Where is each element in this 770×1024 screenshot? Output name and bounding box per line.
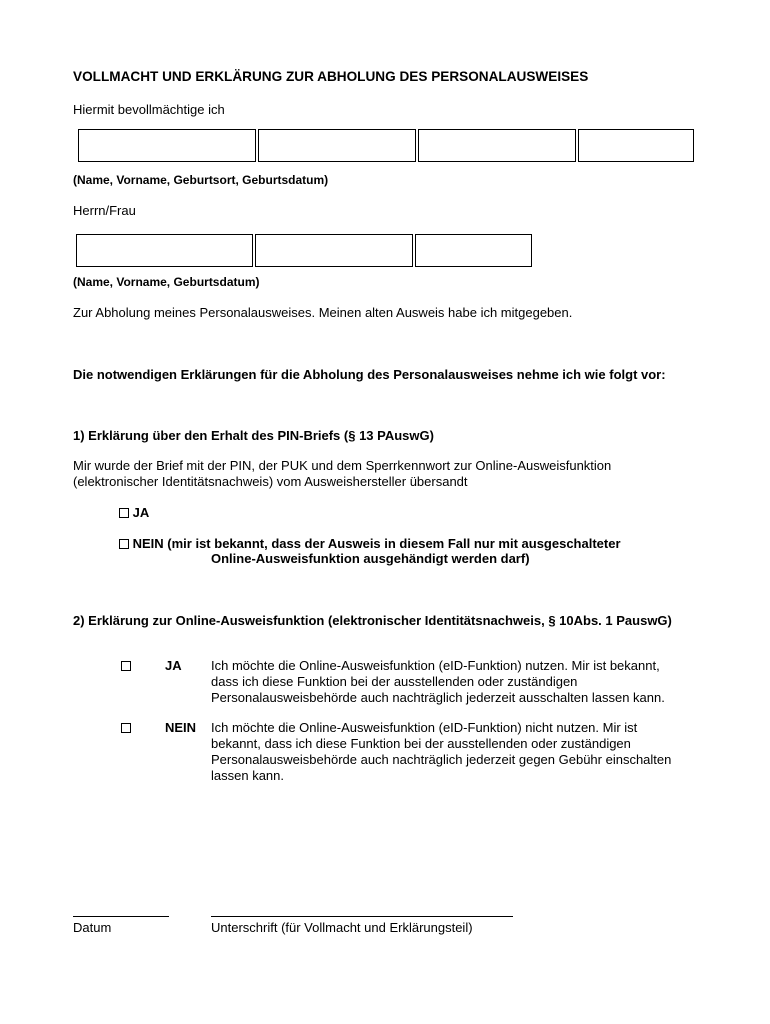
attorney-birthdate-field[interactable] xyxy=(415,234,532,267)
section1-no-option[interactable] xyxy=(119,536,621,552)
attorney-caption: (Name, Vorname, Geburtsdatum) xyxy=(73,275,260,289)
grantor-caption: (Name, Vorname, Geburtsort, Geburtsdatum) xyxy=(73,173,329,187)
section1-heading: 1) Erklärung über den Erhalt des PIN-Briefs (§ 13 PAuswG) xyxy=(73,428,434,443)
section2-yes-label: JA xyxy=(165,658,182,673)
date-line[interactable] xyxy=(73,916,169,917)
section2-no-checkbox[interactable] xyxy=(121,723,131,733)
date-label: Datum xyxy=(73,920,112,935)
section2-yes-text: Ich möchte die Online-Ausweisfunktion (eID-Funktion) nutzen. Mir ist bekannt, dass ich diese Funktion bei der ausstellenden oder zuständigen Personalausweisbehörde auch nachträglich jederzeit ausschalten lassen kann. xyxy=(211,658,665,705)
section1-yes-label: JA xyxy=(132,505,150,520)
intro-text: Hiermit bevollmächtige ich xyxy=(73,102,225,117)
form-title: VOLLMACHT UND ERKLÄRUNG ZUR ABHOLUNG DES PERSONALAUSWEISES xyxy=(73,69,589,84)
signature-line[interactable] xyxy=(211,916,513,917)
attorney-fields xyxy=(76,234,532,267)
attorney-name-field[interactable] xyxy=(76,234,253,267)
grantor-fields xyxy=(78,129,694,162)
section2-yes-checkbox[interactable] xyxy=(121,661,131,671)
section2-no-label: NEIN xyxy=(165,720,197,735)
attorney-label: Herrn/Frau xyxy=(73,203,136,218)
grantor-firstname-field[interactable] xyxy=(258,129,416,162)
section1-no-label-line1: NEIN (mir ist bekannt, dass der Ausweis in diesem Fall nur mit ausgeschalteter xyxy=(132,536,621,551)
section1-no-label-line2: Online-Ausweisfunktion ausgehändigt werden darf) xyxy=(211,551,530,566)
declarations-heading: Die notwendigen Erklärungen für die Abholung des Personalausweises nehme ich wie folgt vor: xyxy=(73,367,666,382)
signature-label: Unterschrift (für Vollmacht und Erklärungsteil) xyxy=(211,920,473,935)
section1-yes-option[interactable] xyxy=(119,505,149,521)
section1-no-checkbox[interactable] xyxy=(119,539,129,549)
section1-text: Mir wurde der Brief mit der PIN, der PUK und dem Sperrkennwort zur Online-Ausweisfunktion (elektronischer Identitätsnachweis) vom Ausweishersteller übersandt xyxy=(73,458,612,489)
grantor-birthdate-field[interactable] xyxy=(578,129,694,162)
grantor-birthplace-field[interactable] xyxy=(418,129,576,162)
attorney-firstname-field[interactable] xyxy=(255,234,413,267)
purpose-text: Zur Abholung meines Personalausweises. Meinen alten Ausweis habe ich mitgegeben. xyxy=(73,305,573,320)
section2-no-text: Ich möchte die Online-Ausweisfunktion (eID-Funktion) nicht nutzen. Mir ist bekannt, dass ich diese Funktion bei der ausstellenden oder zuständigen Personalausweisbehörde auch nachträglich jederzeit gegen Gebühr einschalten lassen kann. xyxy=(211,720,672,783)
section2-heading: 2) Erklärung zur Online-Ausweisfunktion (elektronischer Identitätsnachweis, § 10Abs. 1 PauswG) xyxy=(73,613,672,628)
section1-yes-checkbox[interactable] xyxy=(119,508,129,518)
grantor-name-field[interactable] xyxy=(78,129,256,162)
